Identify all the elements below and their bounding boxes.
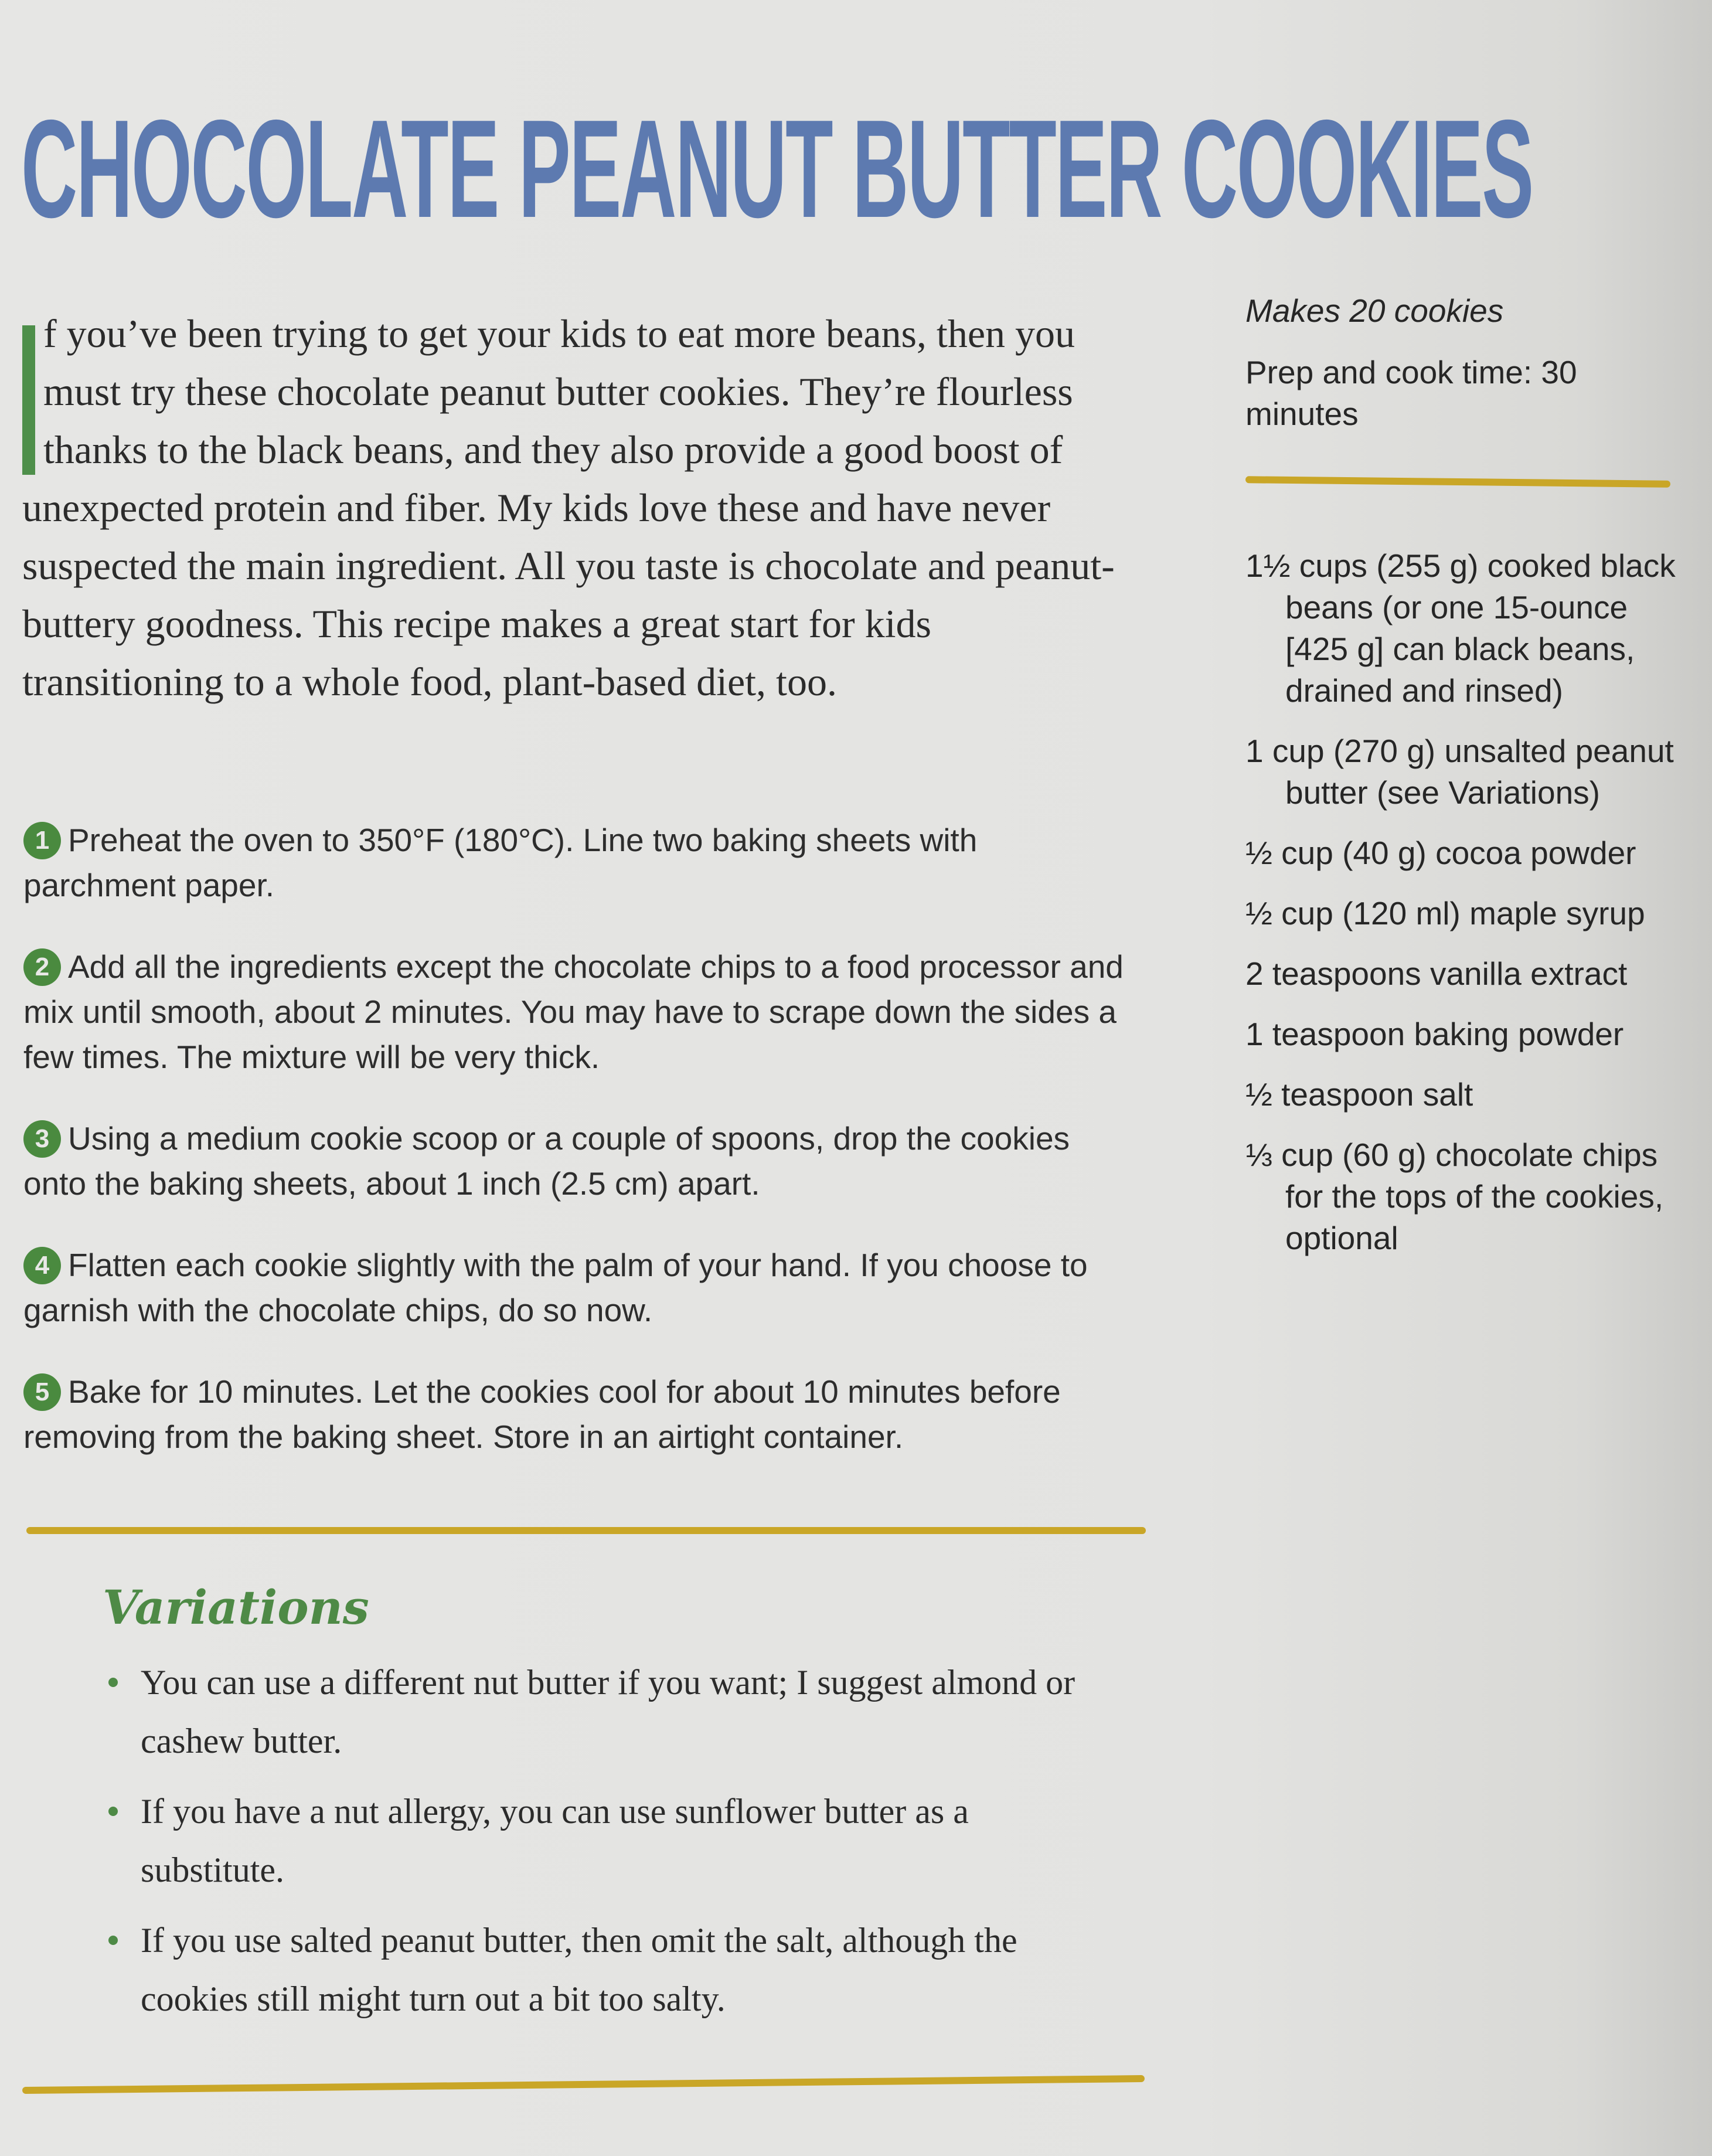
- instruction-steps: [23, 818, 1137, 1496]
- step-text: Bake for 10 minutes. Let the cookies cool for about 10 minutes before removing from the baking sheet. Store in an airtight container.: [23, 1373, 1061, 1455]
- variation-text: If you use salted peanut butter, then omit the salt, although the cookies still might turn out a bit too salty.: [141, 1921, 1017, 2018]
- bullet-icon: [108, 1678, 118, 1687]
- variations-heading: Variations: [103, 1580, 369, 1635]
- variations-top-divider: [26, 1527, 1146, 1534]
- bullet-icon: [108, 1936, 118, 1945]
- variation-text: You can use a different nut butter if you want; I suggest almond or cashew butter.: [141, 1663, 1075, 1760]
- ingredients-list: [1245, 545, 1691, 1278]
- variation-item: [105, 1653, 1102, 1770]
- step-4: [23, 1243, 1137, 1333]
- step-number-badge: 1: [23, 822, 61, 859]
- variation-item: [105, 1782, 1102, 1899]
- step-2: [23, 944, 1137, 1080]
- variation-item: [105, 1911, 1102, 2028]
- recipe-yield: Makes 20 cookies: [1245, 293, 1504, 329]
- step-1: [23, 818, 1137, 908]
- step-number-badge: 5: [23, 1373, 61, 1411]
- ingredient-item: ⅓ cup (60 g) chocolate chips for the tops of the cookies, optional: [1245, 1137, 1664, 1256]
- sidebar-divider: [1245, 476, 1670, 488]
- intro-paragraph: [22, 305, 1124, 711]
- variation-text: If you have a nut allergy, you can use sunflower butter as a substitute.: [141, 1792, 969, 1889]
- step-text: Preheat the oven to 350°F (180°C). Line two baking sheets with parchment paper.: [23, 822, 978, 903]
- step-number-badge: 2: [23, 948, 61, 986]
- ingredient-item: 1 cup (270 g) unsalted peanut butter (see Variations): [1245, 733, 1674, 811]
- step-text: Add all the ingredients except the chocolate chips to a food processor and mix until smooth, about 2 minutes. You may have to scrape down the sides a few times. The mixture will be very thick.: [23, 948, 1124, 1075]
- step-text: Using a medium cookie scoop or a couple of spoons, drop the cookies onto the baking sheets, about 1 inch (2.5 cm) apart.: [23, 1120, 1070, 1202]
- step-3: [23, 1116, 1137, 1206]
- ingredient-item: ½ teaspoon salt: [1245, 1076, 1473, 1113]
- variations-list: [105, 1653, 1102, 2040]
- step-number-badge: 4: [23, 1247, 61, 1284]
- step-5: [23, 1369, 1137, 1460]
- variations-bottom-divider: [22, 2075, 1145, 2094]
- dropcap-bar: [22, 325, 35, 475]
- ingredient-item: 2 teaspoons vanilla extract: [1245, 955, 1628, 992]
- prep-time: Prep and cook time: 30 minutes: [1245, 354, 1577, 432]
- recipe-title: CHOCOLATE PEANUT BUTTER COOKIES: [21, 91, 1533, 247]
- bullet-icon: [108, 1807, 118, 1816]
- intro-text: f you’ve been trying to get your kids to eat more beans, then you must try these chocolate peanut butter cookies. They’re flourless thanks to the black beans, and they also provide a good boost of unexpected protein and fiber. My kids love these and have never suspected the main ingredient. All you taste is chocolate and peanut-buttery goodness. This recipe makes a great start for kids transitioning to a whole food, plant-based diet, too.: [22, 311, 1115, 704]
- ingredient-item: ½ cup (120 ml) maple syrup: [1245, 895, 1645, 931]
- ingredient-item: 1½ cups (255 g) cooked black beans (or one 15-ounce [425 g] can black beans, drained and rinsed): [1245, 547, 1676, 709]
- ingredient-item: 1 teaspoon baking powder: [1245, 1016, 1624, 1052]
- ingredient-item: ½ cup (40 g) cocoa powder: [1245, 835, 1636, 871]
- step-number-badge: 3: [23, 1120, 61, 1158]
- step-text: Flatten each cookie slightly with the palm of your hand. If you choose to garnish with the chocolate chips, do so now.: [23, 1247, 1088, 1328]
